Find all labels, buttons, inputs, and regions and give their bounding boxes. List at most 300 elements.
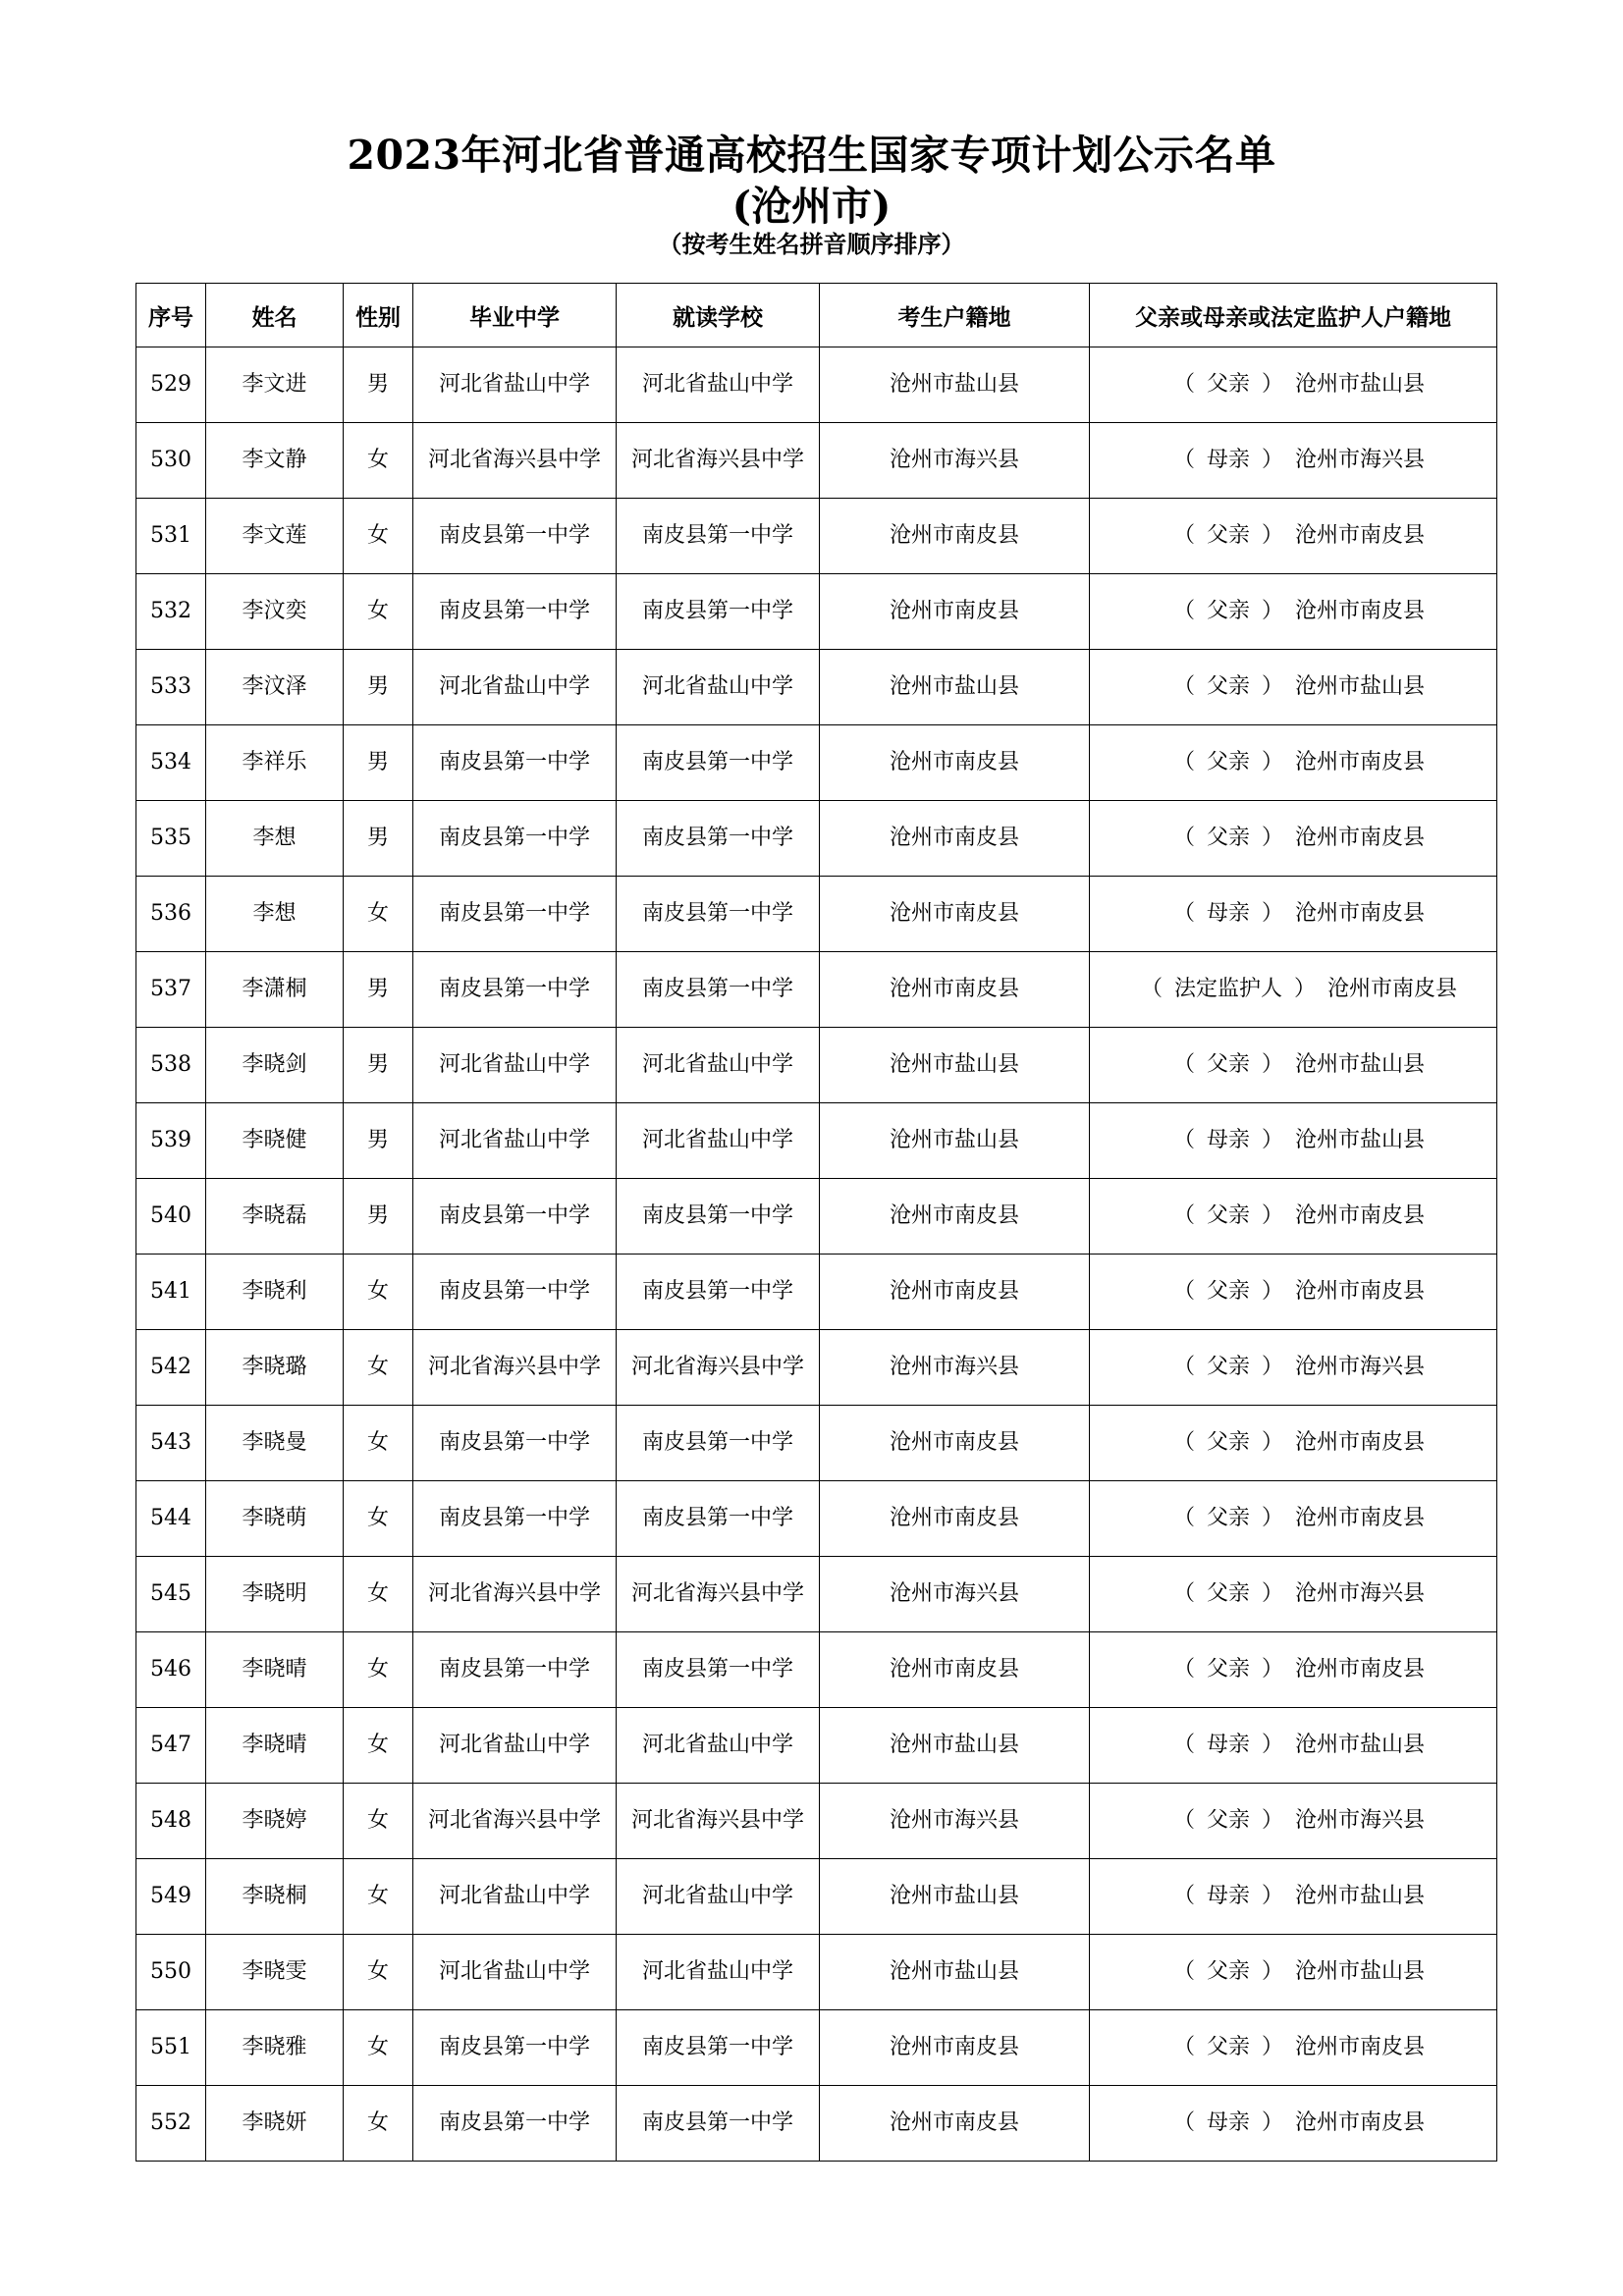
cell-no: 539 [136, 1103, 206, 1179]
cell-guardian-hukou [1090, 1935, 1497, 2010]
guardian-relation: 父亲 [1206, 1581, 1250, 1606]
cell-no: 540 [136, 1179, 206, 1255]
cell-no: 541 [136, 1255, 206, 1330]
cell-gender: 女 [344, 1632, 413, 1708]
cell-guardian-hukou [1090, 1406, 1497, 1481]
table-row [136, 1784, 1497, 1859]
cell-no: 534 [136, 725, 206, 801]
table-row [136, 1255, 1497, 1330]
cell-gender: 女 [344, 1255, 413, 1330]
cell-grad-school: 河北省盐山中学 [413, 1028, 617, 1103]
cell-guardian-hukou [1090, 801, 1497, 877]
cell-grad-school: 南皮县第一中学 [413, 2086, 617, 2162]
table-body [136, 347, 1497, 2162]
cell-name: 李想 [206, 801, 344, 877]
table-row [136, 952, 1497, 1028]
close-paren: ） [1262, 1052, 1284, 1077]
cell-guardian-hukou [1090, 1330, 1497, 1406]
open-paren: （ [1172, 1203, 1195, 1228]
cell-guardian-hukou [1090, 1632, 1497, 1708]
cell-no: 544 [136, 1481, 206, 1557]
cell-grad-school: 河北省海兴县中学 [413, 1557, 617, 1632]
table-row [136, 877, 1497, 952]
guardian-relation: 父亲 [1206, 1279, 1250, 1304]
table-row [136, 801, 1497, 877]
cell-no: 535 [136, 801, 206, 877]
guardian-relation: 父亲 [1206, 1506, 1250, 1530]
cell-name: 李晓雅 [206, 2010, 344, 2086]
cell-hukou: 沧州市盐山县 [820, 650, 1090, 725]
cell-no: 529 [136, 347, 206, 423]
cell-no: 547 [136, 1708, 206, 1784]
open-paren: （ [1172, 523, 1195, 548]
cell-grad-school: 南皮县第一中学 [413, 499, 617, 574]
cell-current-school: 南皮县第一中学 [617, 1632, 820, 1708]
cell-hukou: 沧州市盐山县 [820, 1028, 1090, 1103]
cell-guardian-hukou [1090, 877, 1497, 952]
guardian-hukou: 沧州市盐山县 [1295, 1128, 1426, 1152]
guardian-hukou: 沧州市南皮县 [1295, 1203, 1426, 1228]
cell-grad-school: 南皮县第一中学 [413, 801, 617, 877]
close-paren: ） [1262, 1959, 1284, 1984]
cell-gender: 女 [344, 877, 413, 952]
cell-hukou: 沧州市南皮县 [820, 499, 1090, 574]
guardian-relation: 父亲 [1206, 599, 1250, 623]
cell-name: 李晓婷 [206, 1784, 344, 1859]
cell-current-school: 河北省海兴县中学 [617, 423, 820, 499]
close-paren: ） [1262, 674, 1284, 699]
guardian-relation: 父亲 [1206, 826, 1250, 850]
cell-grad-school: 南皮县第一中学 [413, 877, 617, 952]
cell-gender: 女 [344, 1708, 413, 1784]
table-row [136, 2010, 1497, 2086]
open-paren: （ [1172, 2035, 1195, 2059]
header-cell-hukou: 考生户籍地 [820, 284, 1090, 347]
cell-no: 538 [136, 1028, 206, 1103]
close-paren: ） [1262, 1506, 1284, 1530]
cell-hukou: 沧州市海兴县 [820, 1557, 1090, 1632]
cell-hukou: 沧州市南皮县 [820, 725, 1090, 801]
guardian-hukou: 沧州市南皮县 [1295, 523, 1426, 548]
guardian-relation: 母亲 [1206, 901, 1250, 926]
cell-name: 李文莲 [206, 499, 344, 574]
open-paren: （ [1172, 1128, 1195, 1152]
cell-name: 李汶奕 [206, 574, 344, 650]
header-cell-no: 序号 [136, 284, 206, 347]
guardian-relation: 父亲 [1206, 750, 1250, 774]
cell-gender: 女 [344, 1935, 413, 2010]
cell-guardian-hukou [1090, 1028, 1497, 1103]
guardian-hukou: 沧州市南皮县 [1295, 2035, 1426, 2059]
table-header [136, 284, 1497, 347]
cell-grad-school: 河北省盐山中学 [413, 650, 617, 725]
cell-name: 李晓健 [206, 1103, 344, 1179]
close-paren: ） [1262, 1808, 1284, 1833]
cell-guardian-hukou [1090, 952, 1497, 1028]
cell-no: 542 [136, 1330, 206, 1406]
cell-guardian-hukou [1090, 574, 1497, 650]
cell-hukou: 沧州市南皮县 [820, 801, 1090, 877]
cell-name: 李晓妍 [206, 2086, 344, 2162]
guardian-relation: 父亲 [1206, 1959, 1250, 1984]
cell-current-school: 河北省海兴县中学 [617, 1784, 820, 1859]
header-row [136, 284, 1497, 347]
header-cell-current-school: 就读学校 [617, 284, 820, 347]
cell-hukou: 沧州市南皮县 [820, 1481, 1090, 1557]
open-paren: （ [1172, 2110, 1195, 2135]
guardian-hukou: 沧州市南皮县 [1295, 2110, 1426, 2135]
cell-gender: 女 [344, 2086, 413, 2162]
table-row [136, 1935, 1497, 2010]
guardian-relation: 法定监护人 [1173, 977, 1282, 1001]
guardian-relation: 父亲 [1206, 1203, 1250, 1228]
cell-current-school: 南皮县第一中学 [617, 1255, 820, 1330]
cell-gender: 男 [344, 1179, 413, 1255]
cell-grad-school: 河北省盐山中学 [413, 1708, 617, 1784]
open-paren: （ [1172, 1581, 1195, 1606]
guardian-relation: 父亲 [1206, 1808, 1250, 1833]
cell-hukou: 沧州市海兴县 [820, 1330, 1090, 1406]
close-paren: ） [1262, 448, 1284, 472]
cell-grad-school: 河北省盐山中学 [413, 1859, 617, 1935]
cell-current-school: 南皮县第一中学 [617, 1406, 820, 1481]
guardian-hukou: 沧州市南皮县 [1327, 977, 1458, 1001]
cell-grad-school: 南皮县第一中学 [413, 1481, 617, 1557]
open-paren: （ [1172, 1052, 1195, 1077]
open-paren: （ [1172, 448, 1195, 472]
guardian-relation: 父亲 [1206, 523, 1250, 548]
cell-guardian-hukou [1090, 1708, 1497, 1784]
cell-current-school: 河北省海兴县中学 [617, 1557, 820, 1632]
cell-current-school: 河北省海兴县中学 [617, 1330, 820, 1406]
table-row [136, 2086, 1497, 2162]
table-row [136, 499, 1497, 574]
table-row [136, 1632, 1497, 1708]
table-row [136, 1103, 1497, 1179]
cell-name: 李文静 [206, 423, 344, 499]
close-paren: ） [1262, 372, 1284, 397]
cell-grad-school: 河北省盐山中学 [413, 1935, 617, 2010]
open-paren: （ [1140, 977, 1163, 1001]
cell-no: 533 [136, 650, 206, 725]
cell-name: 李潇桐 [206, 952, 344, 1028]
table-row [136, 574, 1497, 650]
table-row [136, 1859, 1497, 1935]
cell-name: 李晓雯 [206, 1935, 344, 2010]
cell-current-school: 河北省盐山中学 [617, 650, 820, 725]
cell-name: 李汶泽 [206, 650, 344, 725]
cell-current-school: 南皮县第一中学 [617, 801, 820, 877]
cell-current-school: 河北省盐山中学 [617, 1028, 820, 1103]
cell-current-school: 河北省盐山中学 [617, 1708, 820, 1784]
cell-current-school: 南皮县第一中学 [617, 2086, 820, 2162]
open-paren: （ [1172, 1506, 1195, 1530]
guardian-relation: 父亲 [1206, 1052, 1250, 1077]
close-paren: ） [1262, 1279, 1284, 1304]
close-paren: ） [1262, 1581, 1284, 1606]
open-paren: （ [1172, 1430, 1195, 1455]
cell-grad-school: 南皮县第一中学 [413, 1255, 617, 1330]
guardian-hukou: 沧州市盐山县 [1295, 1959, 1426, 1984]
cell-hukou: 沧州市海兴县 [820, 423, 1090, 499]
cell-gender: 女 [344, 574, 413, 650]
cell-guardian-hukou [1090, 1481, 1497, 1557]
cell-guardian-hukou [1090, 1784, 1497, 1859]
cell-no: 550 [136, 1935, 206, 2010]
close-paren: ） [1262, 2110, 1284, 2135]
cell-gender: 男 [344, 725, 413, 801]
header-cell-grad-school: 毕业中学 [413, 284, 617, 347]
open-paren: （ [1172, 1355, 1195, 1379]
close-paren: ） [1262, 750, 1284, 774]
open-paren: （ [1172, 1884, 1195, 1908]
close-paren: ） [1262, 1430, 1284, 1455]
cell-grad-school: 南皮县第一中学 [413, 1406, 617, 1481]
guardian-hukou: 沧州市海兴县 [1295, 1808, 1426, 1833]
cell-guardian-hukou [1090, 499, 1497, 574]
cell-grad-school: 南皮县第一中学 [413, 1632, 617, 1708]
guardian-relation: 父亲 [1206, 372, 1250, 397]
guardian-hukou: 沧州市盐山县 [1295, 674, 1426, 699]
cell-hukou: 沧州市南皮县 [820, 574, 1090, 650]
close-paren: ） [1262, 1355, 1284, 1379]
table-row [136, 1179, 1497, 1255]
cell-no: 543 [136, 1406, 206, 1481]
open-paren: （ [1172, 599, 1195, 623]
close-paren: ） [1262, 1884, 1284, 1908]
cell-current-school: 南皮县第一中学 [617, 2010, 820, 2086]
cell-name: 李想 [206, 877, 344, 952]
cell-grad-school: 河北省海兴县中学 [413, 1330, 617, 1406]
table-row [136, 347, 1497, 423]
cell-gender: 女 [344, 1784, 413, 1859]
cell-current-school: 南皮县第一中学 [617, 877, 820, 952]
guardian-relation: 母亲 [1206, 448, 1250, 472]
guardian-hukou: 沧州市南皮县 [1295, 1657, 1426, 1682]
cell-hukou: 沧州市南皮县 [820, 2086, 1090, 2162]
cell-name: 李晓剑 [206, 1028, 344, 1103]
cell-no: 545 [136, 1557, 206, 1632]
cell-hukou: 沧州市盐山县 [820, 1708, 1090, 1784]
close-paren: ） [1262, 1128, 1284, 1152]
close-paren: ） [1262, 1733, 1284, 1757]
guardian-relation: 父亲 [1206, 1657, 1250, 1682]
cell-guardian-hukou [1090, 1255, 1497, 1330]
close-paren: ） [1262, 1657, 1284, 1682]
open-paren: （ [1172, 826, 1195, 850]
cell-gender: 女 [344, 1481, 413, 1557]
table-row [136, 1481, 1497, 1557]
guardian-relation: 母亲 [1206, 1884, 1250, 1908]
cell-current-school: 南皮县第一中学 [617, 952, 820, 1028]
cell-name: 李晓利 [206, 1255, 344, 1330]
cell-name: 李晓磊 [206, 1179, 344, 1255]
cell-gender: 女 [344, 1330, 413, 1406]
cell-guardian-hukou [1090, 2010, 1497, 2086]
cell-hukou: 沧州市南皮县 [820, 2010, 1090, 2086]
guardian-hukou: 沧州市南皮县 [1295, 750, 1426, 774]
cell-grad-school: 南皮县第一中学 [413, 952, 617, 1028]
guardian-relation: 父亲 [1206, 2035, 1250, 2059]
cell-no: 536 [136, 877, 206, 952]
close-paren: ） [1262, 523, 1284, 548]
cell-hukou: 沧州市南皮县 [820, 1406, 1090, 1481]
cell-no: 549 [136, 1859, 206, 1935]
close-paren: ） [1294, 977, 1317, 1001]
table-row [136, 1330, 1497, 1406]
page-subtitle: (沧州市) [731, 183, 892, 230]
close-paren: ） [1262, 901, 1284, 926]
open-paren: （ [1172, 1733, 1195, 1757]
cell-hukou: 沧州市盐山县 [820, 1859, 1090, 1935]
cell-hukou: 沧州市南皮县 [820, 1255, 1090, 1330]
close-paren: ） [1262, 599, 1284, 623]
open-paren: （ [1172, 750, 1195, 774]
cell-hukou: 沧州市盐山县 [820, 347, 1090, 423]
cell-no: 546 [136, 1632, 206, 1708]
cell-grad-school: 南皮县第一中学 [413, 2010, 617, 2086]
open-paren: （ [1172, 674, 1195, 699]
cell-guardian-hukou [1090, 423, 1497, 499]
cell-gender: 女 [344, 1557, 413, 1632]
table-row [136, 1708, 1497, 1784]
cell-no: 537 [136, 952, 206, 1028]
cell-hukou: 沧州市南皮县 [820, 877, 1090, 952]
cell-grad-school: 河北省盐山中学 [413, 347, 617, 423]
cell-hukou: 沧州市南皮县 [820, 952, 1090, 1028]
cell-guardian-hukou [1090, 1859, 1497, 1935]
cell-gender: 女 [344, 1406, 413, 1481]
cell-name: 李晓晴 [206, 1708, 344, 1784]
cell-guardian-hukou [1090, 347, 1497, 423]
guardian-hukou: 沧州市南皮县 [1295, 1430, 1426, 1455]
cell-gender: 男 [344, 801, 413, 877]
guardian-hukou: 沧州市海兴县 [1295, 448, 1426, 472]
cell-no: 532 [136, 574, 206, 650]
cell-hukou: 沧州市南皮县 [820, 1179, 1090, 1255]
cell-no: 548 [136, 1784, 206, 1859]
guardian-hukou: 沧州市南皮县 [1295, 1506, 1426, 1530]
cell-current-school: 南皮县第一中学 [617, 725, 820, 801]
guardian-hukou: 沧州市南皮县 [1295, 901, 1426, 926]
cell-gender: 男 [344, 1028, 413, 1103]
cell-hukou: 沧州市海兴县 [820, 1784, 1090, 1859]
guardian-relation: 父亲 [1206, 1430, 1250, 1455]
cell-current-school: 南皮县第一中学 [617, 1481, 820, 1557]
cell-current-school: 南皮县第一中学 [617, 574, 820, 650]
cell-guardian-hukou [1090, 2086, 1497, 2162]
cell-no: 530 [136, 423, 206, 499]
open-paren: （ [1172, 901, 1195, 926]
cell-hukou: 沧州市盐山县 [820, 1935, 1090, 2010]
open-paren: （ [1172, 1279, 1195, 1304]
cell-no: 552 [136, 2086, 206, 2162]
guardian-hukou: 沧州市盐山县 [1295, 1733, 1426, 1757]
close-paren: ） [1262, 2035, 1284, 2059]
cell-current-school: 河北省盐山中学 [617, 1103, 820, 1179]
cell-grad-school: 河北省盐山中学 [413, 1103, 617, 1179]
open-paren: （ [1172, 1808, 1195, 1833]
cell-current-school: 南皮县第一中学 [617, 1179, 820, 1255]
cell-name: 李晓桐 [206, 1859, 344, 1935]
header-cell-gender: 性别 [344, 284, 413, 347]
cell-name: 李晓璐 [206, 1330, 344, 1406]
cell-gender: 女 [344, 2010, 413, 2086]
cell-gender: 女 [344, 499, 413, 574]
guardian-hukou: 沧州市海兴县 [1295, 1355, 1426, 1379]
sort-note: （按考生姓名拼音顺序排序） [658, 230, 965, 258]
guardian-hukou: 沧州市南皮县 [1295, 1279, 1426, 1304]
cell-hukou: 沧州市南皮县 [820, 1632, 1090, 1708]
cell-guardian-hukou [1090, 1179, 1497, 1255]
cell-name: 李晓晴 [206, 1632, 344, 1708]
cell-no: 551 [136, 2010, 206, 2086]
guardian-relation: 父亲 [1206, 674, 1250, 699]
cell-name: 李文进 [206, 347, 344, 423]
guardian-hukou: 沧州市海兴县 [1295, 1581, 1426, 1606]
guardian-hukou: 沧州市南皮县 [1295, 599, 1426, 623]
table-row [136, 650, 1497, 725]
open-paren: （ [1172, 372, 1195, 397]
table-row [136, 1557, 1497, 1632]
cell-current-school: 河北省盐山中学 [617, 347, 820, 423]
open-paren: （ [1172, 1959, 1195, 1984]
cell-name: 李晓曼 [206, 1406, 344, 1481]
guardian-relation: 母亲 [1206, 1128, 1250, 1152]
cell-name: 李晓萌 [206, 1481, 344, 1557]
cell-gender: 男 [344, 650, 413, 725]
roster-table [135, 283, 1497, 2162]
guardian-hukou: 沧州市盐山县 [1295, 372, 1426, 397]
cell-grad-school: 南皮县第一中学 [413, 725, 617, 801]
cell-current-school: 河北省盐山中学 [617, 1935, 820, 2010]
cell-hukou: 沧州市盐山县 [820, 1103, 1090, 1179]
cell-current-school: 南皮县第一中学 [617, 499, 820, 574]
cell-grad-school: 南皮县第一中学 [413, 1179, 617, 1255]
cell-name: 李祥乐 [206, 725, 344, 801]
close-paren: ） [1262, 1203, 1284, 1228]
guardian-hukou: 沧州市盐山县 [1295, 1052, 1426, 1077]
table-row [136, 725, 1497, 801]
cell-gender: 男 [344, 952, 413, 1028]
cell-guardian-hukou [1090, 1103, 1497, 1179]
header-cell-name: 姓名 [206, 284, 344, 347]
cell-current-school: 河北省盐山中学 [617, 1859, 820, 1935]
cell-gender: 男 [344, 1103, 413, 1179]
cell-guardian-hukou [1090, 650, 1497, 725]
page-title: 2023年河北省普通高校招生国家专项计划公示名单 [347, 132, 1276, 179]
cell-gender: 女 [344, 423, 413, 499]
table-row [136, 1028, 1497, 1103]
table-row [136, 1406, 1497, 1481]
header-cell-guardian-hukou: 父亲或母亲或法定监护人户籍地 [1090, 284, 1497, 347]
cell-gender: 女 [344, 1859, 413, 1935]
cell-guardian-hukou [1090, 725, 1497, 801]
table-row [136, 423, 1497, 499]
guardian-relation: 母亲 [1206, 1733, 1250, 1757]
guardian-hukou: 沧州市南皮县 [1295, 826, 1426, 850]
guardian-relation: 母亲 [1206, 2110, 1250, 2135]
cell-name: 李晓明 [206, 1557, 344, 1632]
cell-grad-school: 河北省海兴县中学 [413, 423, 617, 499]
cell-grad-school: 南皮县第一中学 [413, 574, 617, 650]
cell-gender: 男 [344, 347, 413, 423]
cell-no: 531 [136, 499, 206, 574]
guardian-hukou: 沧州市盐山县 [1295, 1884, 1426, 1908]
cell-grad-school: 河北省海兴县中学 [413, 1784, 617, 1859]
cell-guardian-hukou [1090, 1557, 1497, 1632]
open-paren: （ [1172, 1657, 1195, 1682]
